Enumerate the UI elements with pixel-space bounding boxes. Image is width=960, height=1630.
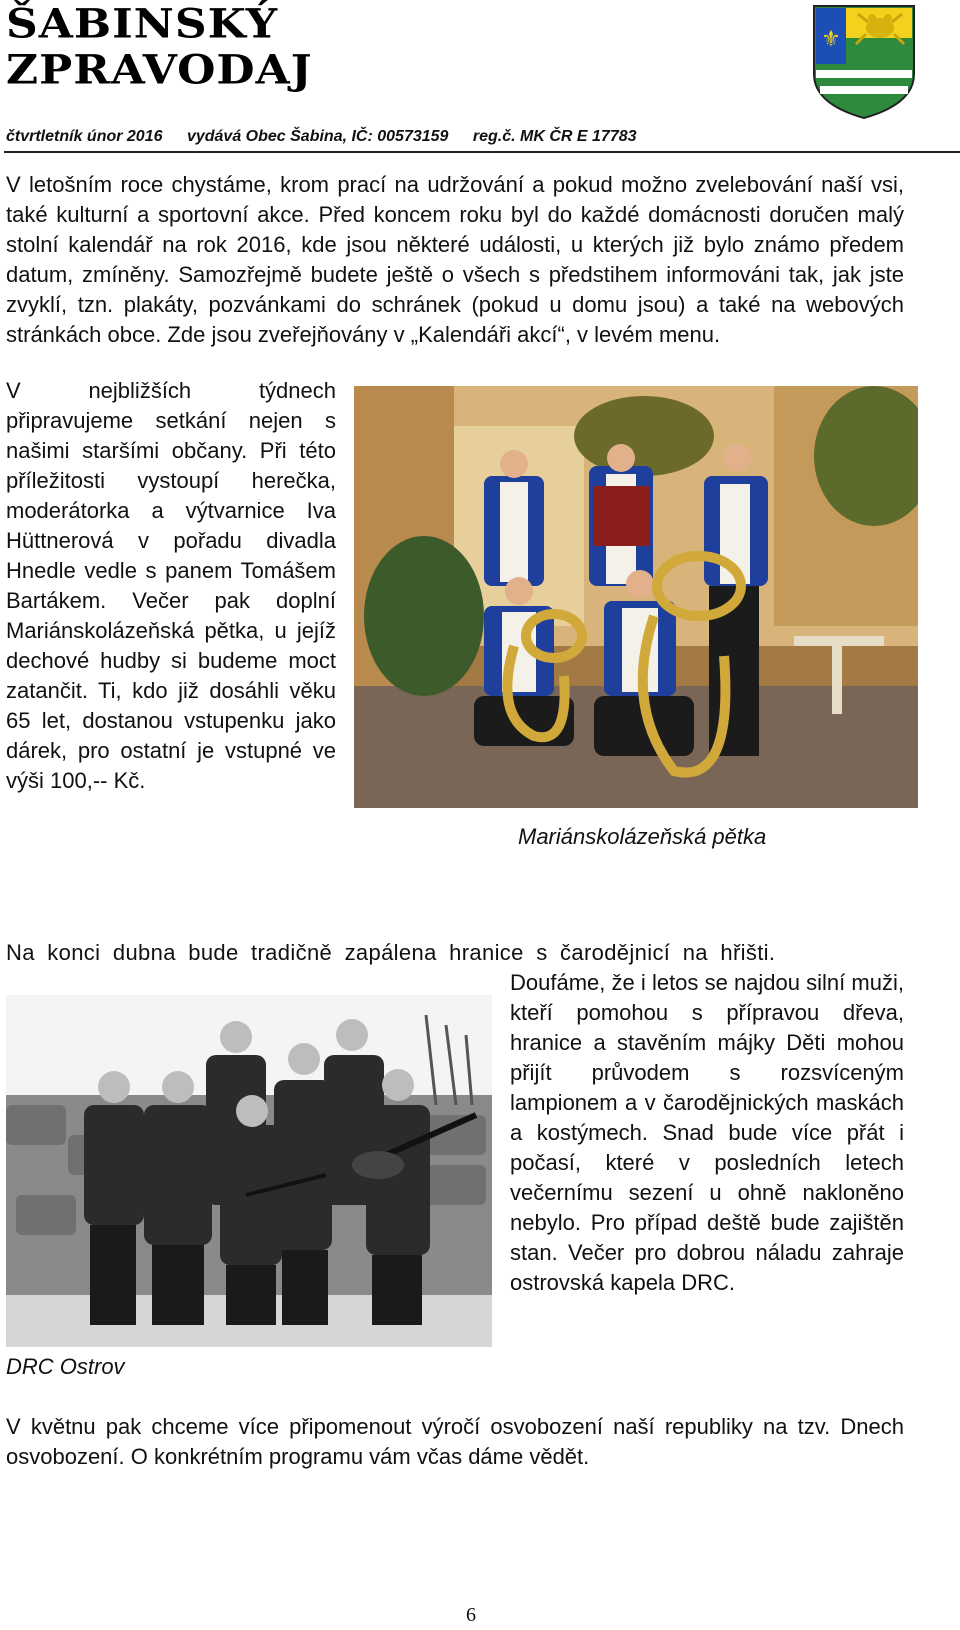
registration-label: reg.č. MK ČR E 17783 xyxy=(472,128,637,145)
intro-paragraph: V letošním roce chystáme, krom prací na udržování a pokud možno zvelebování naší vsi, také kulturní a sportovní akce. Před koncem roku byl do každé domácnosti doručen malý stolní kalendář na rok 2016, kde jsou některé události, u kterých již bylo známo předem datum, zmíněny. Samozřejmě budete ještě o všech s předstihem informováni tak, jak jste zvyklí, tzn. plakáty, pozvánkami do schránek (pokud u domu jsou) a také na webových stránkách obce. Zde jsou zveřejňovány v „Kalendáři akcí“, v levém menu. xyxy=(6,172,904,347)
brass-band-caption: Mariánskolázeňská pětka xyxy=(518,824,767,849)
seniors-paragraph: V nejbližších týdnech připravujeme setkání nejen s našimi staršími občany. Při této příležitosti vystoupí herečka, moderátorka a výtvarnice Iva Hüttnerová v pořadu divadla Hnedle vedle s panem Tomášem Bartákem. Večer pak doplní Mariánskolázeňská pětka, u jejíž dechové hudby si budeme moct zatančit. Ti, kdo již dosáhli věku 65 let, dostanou vstupenku jako dárek, pro ostatní je vstupné ve výši 100,-- Kč. xyxy=(6,378,336,793)
brass-band-photo xyxy=(354,386,918,808)
publisher-label: vydává Obec Šabina, IČ: 00573159 xyxy=(186,128,449,145)
svg-text:⚜: ⚜ xyxy=(821,27,841,52)
municipal-coat-of-arms-icon xyxy=(812,4,916,120)
masthead xyxy=(6,0,606,92)
may-paragraph: V květnu pak chceme více připomenout výročí osvobození naší republiky na tzv. Dnech osvobození. O konkrétním programu vám včas dáme vědět. xyxy=(6,1414,904,1469)
witches-first-line: Na konci dubna bude tradičně zapálena hranice s čarodějnicí na hřišti. xyxy=(6,940,776,965)
masthead-title-line2: ZPRAVODAJ xyxy=(6,46,313,94)
masthead-title-line1: ŠABINSKÝ xyxy=(6,0,279,48)
masthead-divider xyxy=(4,151,960,153)
page-number: 6 xyxy=(466,1604,476,1626)
masthead-info-line xyxy=(6,128,657,146)
drc-band-caption: DRC Ostrov xyxy=(6,1354,125,1379)
witches-paragraph: Doufáme, že i letos se najdou silní muži, kteří pomohou s přípravou dřeva, hranice a stavěním májky Děti mohou přijít průvodem s rozsvíceným lampionem a v čarodějnických maskách a kostýmech. Snad bude více přát i počasí, které v posledních letech večernímu sezení u ohně nakloněno nebylo. Pro případ deště bude zajištěn stan. Večer pro dobrou náladu zahraje ostrovská kapela DRC. xyxy=(510,970,904,1295)
drc-band-photo xyxy=(6,995,492,1347)
issue-label: čtvrtletník únor 2016 xyxy=(6,128,163,145)
